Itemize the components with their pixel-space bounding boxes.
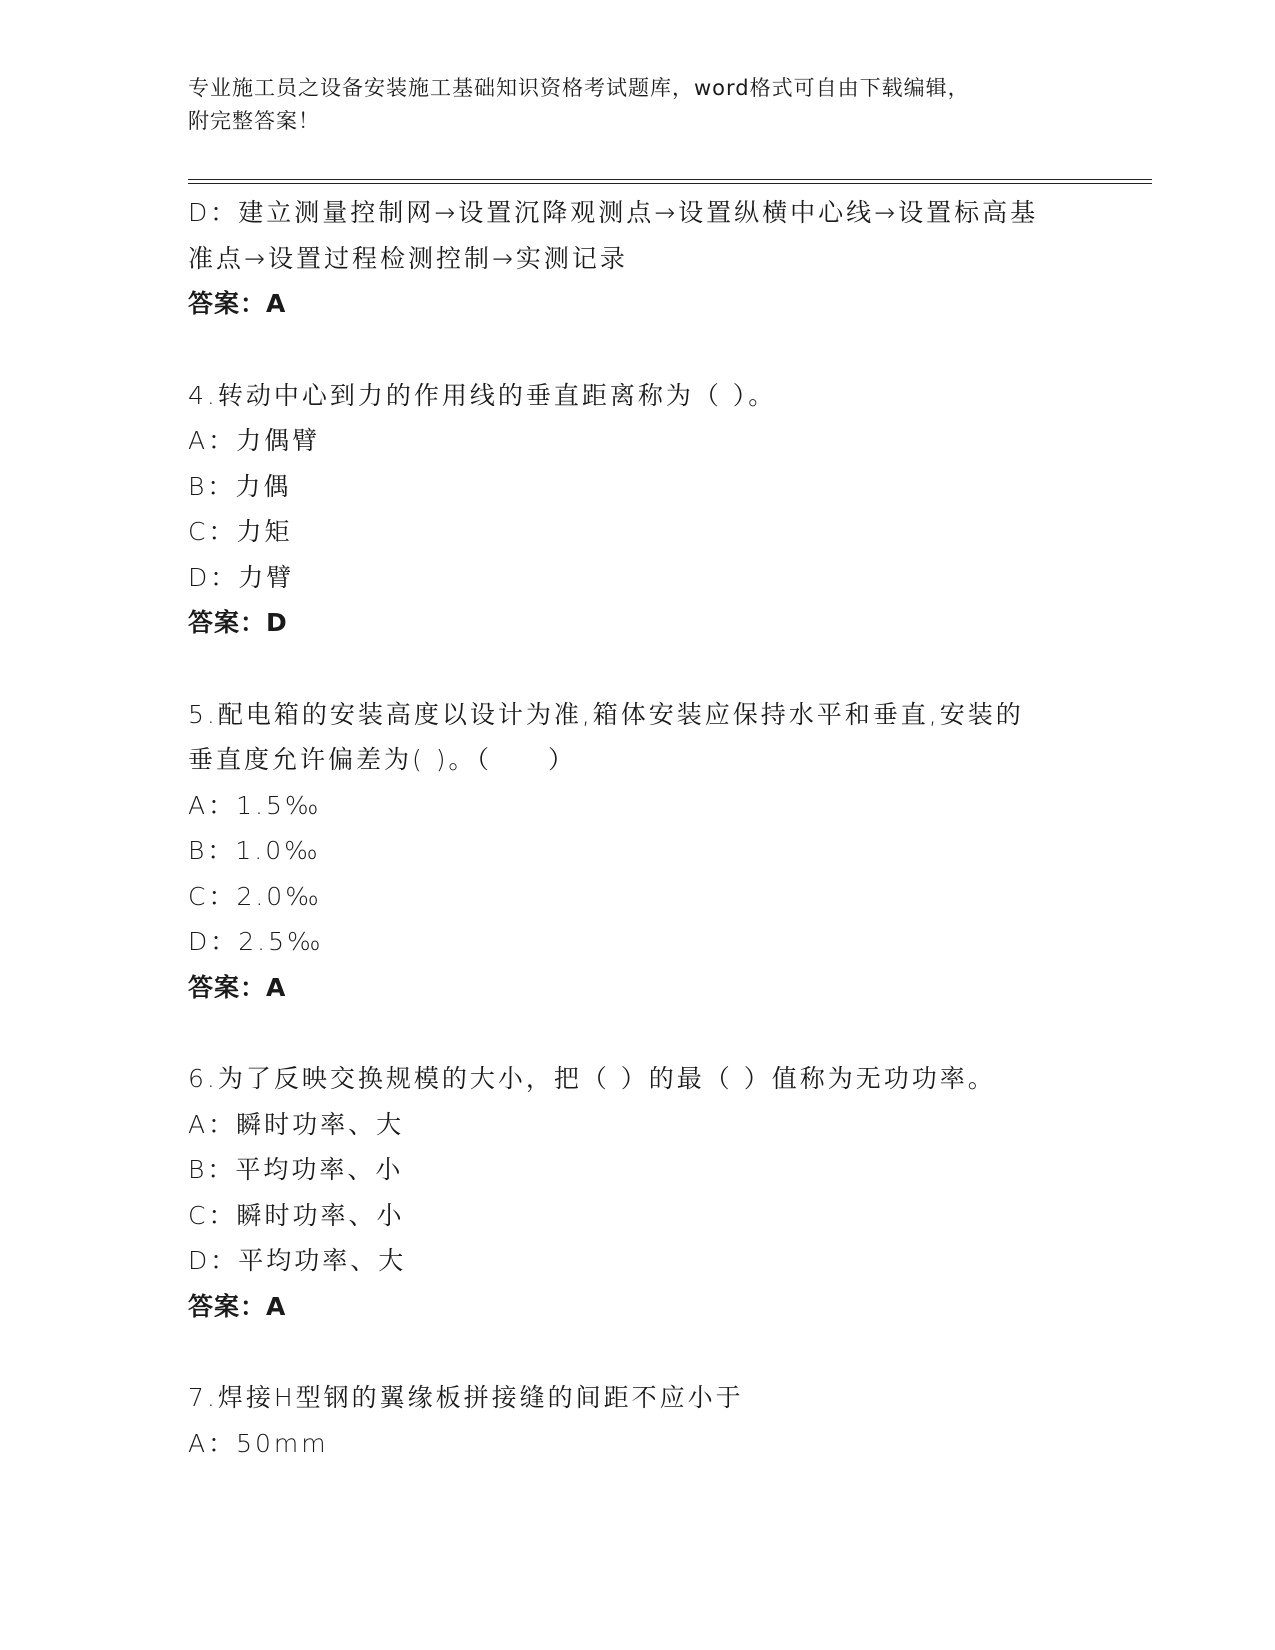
question-7 [188,1375,1108,1466]
option-a: A：瞬时功率、大 [188,1109,405,1139]
question-6 [188,1056,1108,1329]
question-stem: 4.转动中心到力的作用线的垂直距离称为（ ）。 [188,380,777,410]
option-d: D：力臂 [188,562,295,592]
question-stem: 7.焊接H型钢的翼缘板拼接缝的间距不应小于 [188,1383,744,1412]
option-d: D：建立测量控制网→设置沉降观测点→设置纵横中心线→设置标高基 [188,198,1039,227]
option-a: A：50mm [188,1428,329,1458]
option-c: C：力矩 [188,517,293,546]
option-d: D：平均功率、大 [188,1246,407,1275]
header-divider [188,179,1152,184]
option-b: B：力偶 [188,471,292,501]
page-header [188,72,1068,138]
header-line-1: 专业施工员之设备安装施工基础知识资格考试题库，word格式可自由下载编辑， [188,76,970,100]
question-stem-continued: 垂直度允许偏差为( )。（ ） [188,745,576,774]
document-body [188,190,1108,1466]
answer: 答案：A [188,972,287,1002]
question-3-tail [188,190,1108,327]
question-5 [188,692,1108,1011]
answer: 答案：A [188,1291,287,1321]
question-stem: 5.配电箱的安装高度以设计为准,箱体安装应保持水平和垂直,安装的 [188,699,1024,729]
option-c: C：瞬时功率、小 [188,1200,405,1230]
answer: 答案：A [188,289,287,318]
option-b: B：平均功率、小 [188,1155,404,1184]
option-d: D：2.5‰ [188,927,324,956]
option-a: A：力偶臂 [188,426,321,455]
question-stem: 6.为了反映交换规模的大小，把（ ）的最（ ）值称为无功功率。 [188,1064,996,1093]
option-b: B：1.0‰ [188,836,321,865]
header-line-2: 附完整答案！ [188,109,320,133]
question-4 [188,373,1108,646]
option-c: C：2.0‰ [188,881,322,911]
option-a: A：1.5‰ [188,790,322,820]
answer: 答案：D [188,608,288,637]
option-d-continued: 准点→设置过程检测控制→实测记录 [188,243,628,273]
